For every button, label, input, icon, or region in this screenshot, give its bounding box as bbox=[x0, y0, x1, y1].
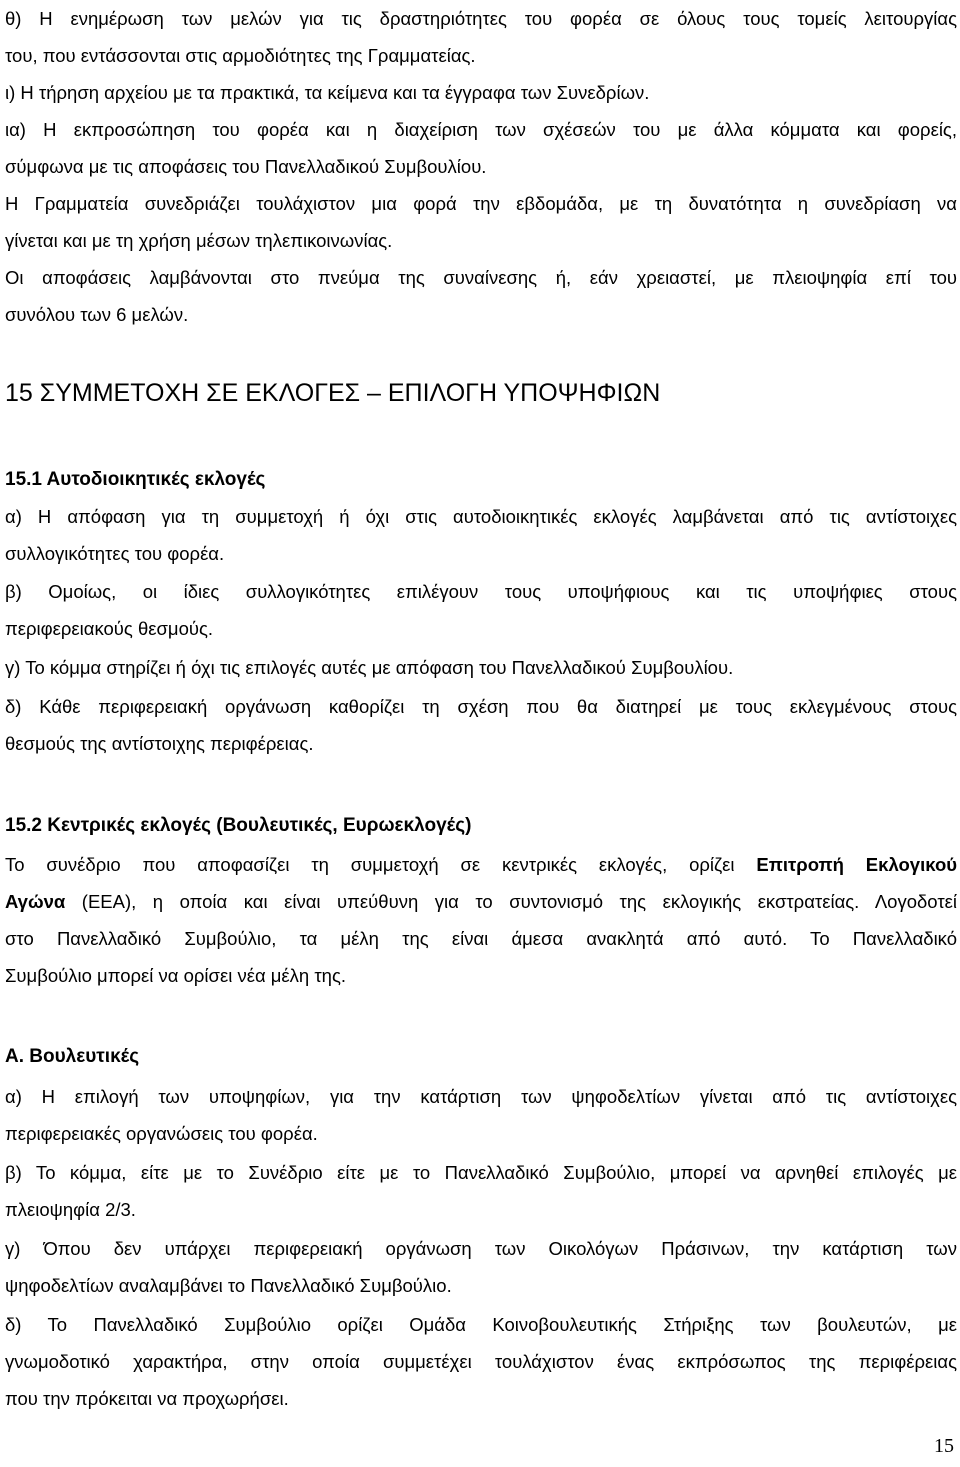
text-line: γ) Όπου δεν υπάρχει περιφερειακή οργάνωση των Οικολόγων Πράσινων, την κατάρτιση των bbox=[5, 1238, 957, 1259]
subsection-heading-15-1: 15.1 Αυτοδιοικητικές εκλογές bbox=[5, 469, 266, 490]
item-15-1-b bbox=[5, 573, 957, 647]
text-line: δ) Κάθε περιφερειακή οργάνωση καθορίζει τη σχέση που θα διατηρεί με τους εκλεγμένους στους bbox=[5, 696, 957, 717]
text-line: συλλογικότητες του φορέα. bbox=[5, 543, 225, 564]
text-line: του, που εντάσσονται στις αρμοδιότητες της Γραμματείας. bbox=[5, 45, 476, 66]
item-A-d bbox=[5, 1306, 957, 1417]
section-title: 15 ΣΥΜΜΕΤΟΧΗ ΣΕ ΕΚΛΟΓΕΣ – ΕΠΙΛΟΓΗ ΥΠΟΨΗΦΙΩΝ bbox=[5, 379, 661, 407]
text-line: πλειοψηφία 2/3. bbox=[5, 1199, 136, 1220]
text-line: Συμβούλιο μπορεί να ορίσει νέα μέλη της. bbox=[5, 965, 347, 986]
item-A-b bbox=[5, 1154, 957, 1228]
text-run: (ΕΕΑ), η οποία και είναι υπεύθυνη για το συντονισμό της εκλογικής εκστρατείας. Λογοδοτεί bbox=[65, 891, 957, 912]
page-number: 15 bbox=[934, 1435, 954, 1457]
text-line: γ) Το κόμμα στηρίζει ή όχι τις επιλογές αυτές με απόφαση του Πανελλαδικού Συμβουλίου. bbox=[5, 657, 734, 678]
item-A-c bbox=[5, 1230, 957, 1304]
text-line: γίνεται και με τη χρήση μέσων τηλεπικοινωνίας. bbox=[5, 230, 393, 251]
item-A-a bbox=[5, 1078, 957, 1152]
text-line: β) Το κόμμα, είτε με το Συνέδριο είτε με το Πανελλαδικό Συμβούλιο, μπορεί να αρνηθεί επιλογές με bbox=[5, 1162, 957, 1183]
text-line: που την πρόκειται να προχωρήσει. bbox=[5, 1388, 289, 1409]
paragraph-secretariat-meeting bbox=[5, 185, 957, 259]
text-line: σύμφωνα με τις αποφάσεις του Πανελλαδικού Συμβουλίου. bbox=[5, 156, 487, 177]
text-line: α) Η επιλογή των υποψηφίων, για την κατάρτιση των ψηφοδελτίων γίνεται από τις αντίστοιχες bbox=[5, 1086, 957, 1107]
text-line: ι) Η τήρηση αρχείου με τα πρακτικά, τα κείμενα και τα έγγραφα των Συνεδρίων. bbox=[5, 82, 650, 103]
subsection-heading-A: Α. Βουλευτικές bbox=[5, 1046, 140, 1067]
text-line: α) Η απόφαση για τη συμμετοχή ή όχι στις αυτοδιοικητικές εκλογές λαμβάνεται από τις αντίστοιχες bbox=[5, 506, 957, 527]
item-15-1-a bbox=[5, 498, 957, 572]
paragraph-iota bbox=[5, 74, 957, 111]
bold-term: Αγώνα bbox=[5, 891, 66, 912]
text-line: Οι αποφάσεις λαμβάνονται στο πνεύμα της συναίνεσης ή, εάν χρειαστεί, με πλειοψηφία επί του bbox=[5, 267, 957, 288]
paragraph-15-2 bbox=[5, 846, 957, 994]
item-15-1-d bbox=[5, 688, 957, 762]
text-line: ψηφοδελτίων αναλαμβάνει το Πανελλαδικό Συμβούλιο. bbox=[5, 1275, 452, 1296]
text-line: β) Ομοίως, οι ίδιες συλλογικότητες επιλέγουν τους υποψήφιους και τις υποψήφιες στους bbox=[5, 581, 957, 602]
text-run: Το συνέδριο που αποφασίζει τη συμμετοχή σε κεντρικές εκλογές, ορίζει bbox=[5, 854, 757, 875]
text-line: δ) Το Πανελλαδικό Συμβούλιο ορίζει Ομάδα Κοινοβουλευτικής Στήριξης των βουλευτών, με bbox=[5, 1314, 957, 1335]
paragraph-decisions bbox=[5, 259, 957, 333]
text-line bbox=[5, 846, 957, 883]
text-line: περιφερειακές οργανώσεις του φορέα. bbox=[5, 1123, 318, 1144]
bold-term: Επιτροπή Εκλογικού bbox=[756, 854, 957, 875]
text-line: Η Γραμματεία συνεδριάζει τουλάχιστον μια φορά την εβδομάδα, με τη δυνατότητα η συνεδρίαση να bbox=[5, 193, 957, 214]
subsection-heading-15-2: 15.2 Κεντρικές εκλογές (Βουλευτικές, Ευρωεκλογές) bbox=[5, 815, 472, 836]
item-15-1-c bbox=[5, 649, 957, 686]
text-line: περιφερειακούς θεσμούς. bbox=[5, 618, 214, 639]
text-line: γνωμοδοτικό χαρακτήρα, στην οποία συμμετέχει τουλάχιστον ένας εκπρόσωπος της περιφέρειας bbox=[5, 1351, 957, 1372]
text-line: στο Πανελλαδικό Συμβούλιο, τα μέλη της είναι άμεσα ανακλητά από αυτό. Το Πανελλαδικό bbox=[5, 928, 957, 949]
text-line: ια) Η εκπροσώπηση του φορέα και η διαχείριση των σχέσεών του με άλλα κόμματα και φορείς, bbox=[5, 119, 957, 140]
text-line: θ) Η ενημέρωση των μελών για τις δραστηριότητες του φορέα σε όλους τους τομείς λειτουργίας bbox=[5, 8, 957, 29]
text-line: θεσμούς της αντίστοιχης περιφέρειας. bbox=[5, 733, 314, 754]
paragraph-theta bbox=[5, 0, 957, 74]
text-line bbox=[5, 883, 957, 920]
text-line: συνόλου των 6 μελών. bbox=[5, 304, 189, 325]
paragraph-iota-alpha bbox=[5, 111, 957, 185]
